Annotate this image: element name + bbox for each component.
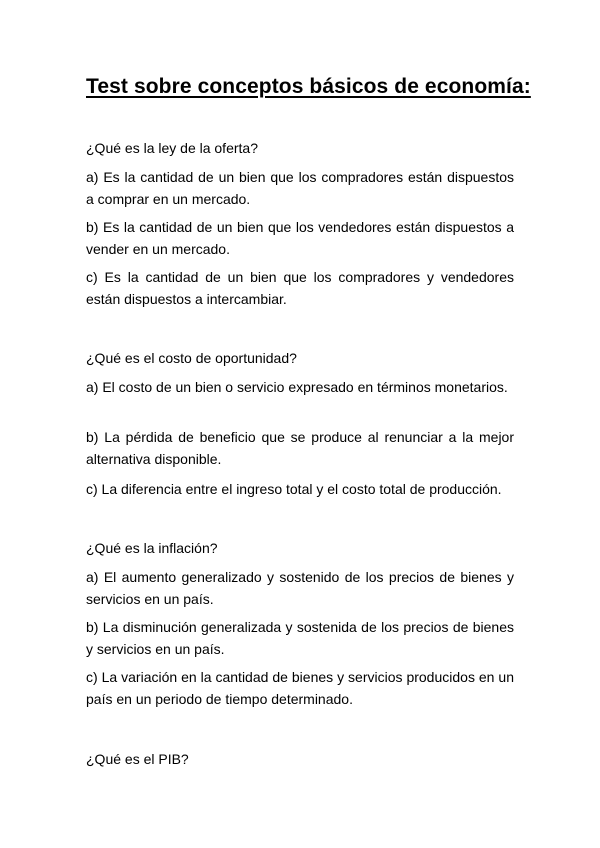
- question-1-option-a: a) Es la cantidad de un bien que los compradores están dispuestos a comprar en un mercado.: [86, 169, 514, 207]
- question-3: ¿Qué es la inflación?: [86, 540, 218, 556]
- document-title: Test sobre conceptos básicos de economía:: [86, 75, 531, 98]
- question-2-option-c: c) La diferencia entre el ingreso total y el costo total de producción.: [86, 481, 502, 497]
- question-3-option-a: a) El aumento generalizado y sostenido de los precios de bienes y servicios en un país.: [86, 569, 514, 607]
- question-1: ¿Qué es la ley de la oferta?: [86, 140, 258, 156]
- question-2: ¿Qué es el costo de oportunidad?: [86, 350, 297, 366]
- question-2-option-b: b) La pérdida de beneficio que se produce al renunciar a la mejor alternativa disponible.: [86, 429, 514, 467]
- question-3-option-b: b) La disminución generalizada y sostenida de los precios de bienes y servicios en un país.: [86, 619, 514, 657]
- question-2-option-a: a) El costo de un bien o servicio expresado en términos monetarios.: [86, 379, 508, 395]
- question-1-option-c: c) Es la cantidad de un bien que los compradores y vendedores están dispuestos a intercambiar.: [86, 269, 514, 307]
- question-1-option-b: b) Es la cantidad de un bien que los vendedores están dispuestos a vender en un mercado.: [86, 219, 514, 257]
- question-4: ¿Qué es el PIB?: [86, 751, 189, 767]
- question-3-option-c: c) La variación en la cantidad de bienes y servicios producidos en un país en un periodo de tiempo determinado.: [86, 669, 514, 707]
